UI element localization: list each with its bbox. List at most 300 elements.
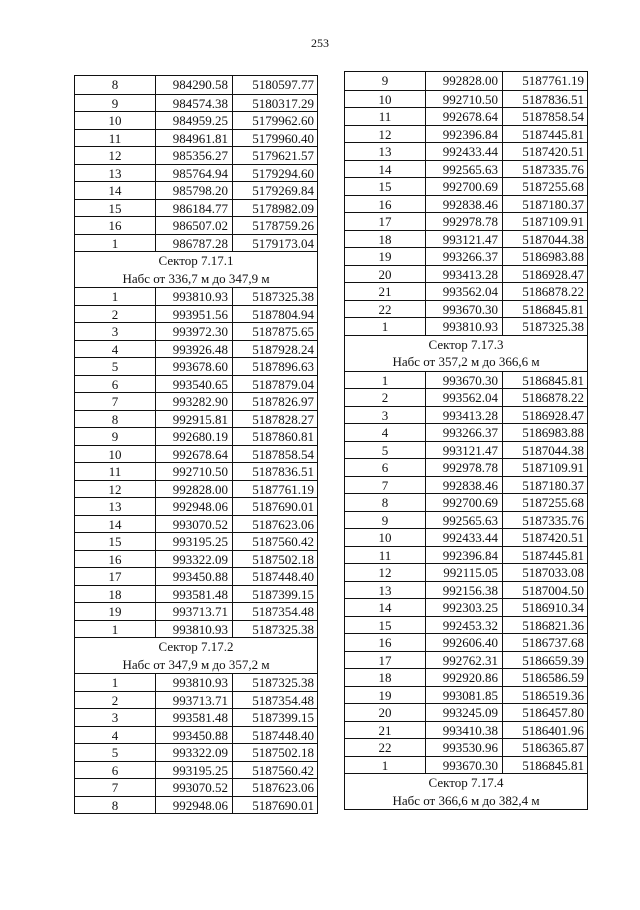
point-number-cell: 16 <box>345 634 426 651</box>
point-number-cell: 14 <box>75 182 156 199</box>
y-coordinate-cell: 5178759.26 <box>252 218 314 233</box>
x-coordinate-cell: 992678.64 <box>156 446 233 463</box>
table-row <box>75 375 317 393</box>
x-coordinate-cell: 993670.30 <box>426 301 503 318</box>
table-row <box>345 195 587 213</box>
y-coordinate-cell: 5186845.81 <box>522 301 584 317</box>
x-coordinate-cell: 993951.56 <box>156 306 233 323</box>
x-coordinate-cell: 993450.88 <box>156 727 233 744</box>
x-coordinate-cell: 992700.69 <box>426 178 503 195</box>
table-row <box>345 212 587 230</box>
x-coordinate-cell: 985764.94 <box>156 165 233 182</box>
x-coordinate-cell: 985356.27 <box>156 147 233 164</box>
y-coordinate-cell: 5187879.04 <box>252 376 314 392</box>
y-coordinate-cell: 5186845.81 <box>522 757 584 773</box>
y-coordinate-cell: 5186401.96 <box>522 722 584 738</box>
point-number-cell: 7 <box>75 779 156 796</box>
y-coordinate-cell: 5187928.24 <box>252 341 314 357</box>
sector-height-range: Набс от 336,7 м до 347,9 м <box>122 270 270 286</box>
y-coordinate-cell: 5187399.15 <box>252 710 314 725</box>
point-number-cell: 2 <box>345 389 426 406</box>
x-coordinate-cell: 984961.81 <box>156 130 233 147</box>
point-number-cell: 3 <box>75 323 156 340</box>
y-coordinate-cell: 5186586.59 <box>522 670 584 685</box>
table-row <box>345 721 587 739</box>
x-coordinate-cell: 984959.25 <box>156 112 233 129</box>
x-coordinate-cell: 993266.37 <box>426 248 503 265</box>
x-coordinate-cell: 992565.63 <box>426 512 503 529</box>
y-coordinate-cell: 5187325.38 <box>252 289 314 304</box>
table-row <box>75 743 317 761</box>
x-coordinate-cell: 992156.38 <box>426 582 503 599</box>
table-row <box>75 410 317 428</box>
point-number-cell: 11 <box>345 108 426 125</box>
table-row <box>75 532 317 550</box>
x-coordinate-cell: 992838.46 <box>426 196 503 213</box>
point-number-cell: 8 <box>75 411 156 428</box>
table-row <box>75 129 317 147</box>
table-row <box>75 392 317 410</box>
point-number-cell: 7 <box>75 393 156 410</box>
y-coordinate-cell: 5187858.54 <box>522 109 584 124</box>
point-number-cell: 10 <box>75 112 156 129</box>
y-coordinate-cell: 5180317.29 <box>252 95 314 111</box>
y-coordinate-cell: 5186365.87 <box>522 740 584 755</box>
table-row <box>75 691 317 709</box>
point-number-cell: 6 <box>75 762 156 779</box>
y-coordinate-cell: 5187875.65 <box>252 324 314 339</box>
point-number-cell: 19 <box>75 603 156 620</box>
table-row <box>75 602 317 620</box>
y-coordinate-cell: 5187445.81 <box>522 126 584 142</box>
point-number-cell: 19 <box>345 687 426 704</box>
point-number-cell: 3 <box>345 407 426 424</box>
point-number-cell: 10 <box>345 529 426 546</box>
point-number-cell: 21 <box>345 722 426 739</box>
point-number-cell: 15 <box>345 617 426 634</box>
y-coordinate-cell: 5186878.22 <box>522 390 584 405</box>
table-row <box>75 585 317 603</box>
y-coordinate-cell: 5186519.36 <box>522 687 584 703</box>
x-coordinate-cell: 993195.25 <box>156 533 233 550</box>
table-row <box>75 340 317 358</box>
point-number-cell: 12 <box>345 564 426 581</box>
x-coordinate-cell: 992828.00 <box>156 481 233 498</box>
x-coordinate-cell: 992115.05 <box>426 564 503 581</box>
y-coordinate-cell: 5187836.51 <box>522 91 584 107</box>
y-coordinate-cell: 5186457.80 <box>522 705 584 720</box>
table-row <box>75 778 317 796</box>
table-row <box>75 445 317 463</box>
x-coordinate-cell: 993581.48 <box>156 709 233 726</box>
table-row <box>345 546 587 564</box>
x-coordinate-cell: 992433.44 <box>426 143 503 160</box>
point-number-cell: 10 <box>75 446 156 463</box>
x-coordinate-cell: 992838.46 <box>426 477 503 494</box>
y-coordinate-cell: 5187502.18 <box>252 551 314 567</box>
point-number-cell: 18 <box>345 669 426 686</box>
table-row <box>75 322 317 340</box>
y-coordinate-cell: 5187180.37 <box>522 196 584 212</box>
point-number-cell: 6 <box>75 376 156 393</box>
x-coordinate-cell: 993282.90 <box>156 393 233 410</box>
x-coordinate-cell: 985798.20 <box>156 182 233 199</box>
y-coordinate-cell: 5186821.36 <box>522 617 584 633</box>
point-number-cell: 17 <box>345 652 426 669</box>
point-number-cell: 12 <box>345 126 426 143</box>
y-coordinate-cell: 5187420.51 <box>522 144 584 159</box>
y-coordinate-cell: 5187826.97 <box>252 394 314 409</box>
x-coordinate-cell: 993678.60 <box>156 358 233 375</box>
x-coordinate-cell: 993121.47 <box>426 231 503 248</box>
point-number-cell: 21 <box>345 283 426 300</box>
x-coordinate-cell: 984290.58 <box>156 76 233 94</box>
point-number-cell: 18 <box>345 231 426 248</box>
y-coordinate-cell: 5187399.15 <box>252 586 314 602</box>
point-number-cell: 3 <box>75 709 156 726</box>
x-coordinate-cell: 993810.93 <box>156 674 233 691</box>
point-number-cell: 13 <box>75 165 156 182</box>
table-row <box>345 651 587 669</box>
table-row <box>345 563 587 581</box>
point-number-cell: 2 <box>75 306 156 323</box>
y-coordinate-cell: 5179960.40 <box>252 130 314 146</box>
y-coordinate-cell: 5187109.91 <box>522 214 584 229</box>
table-row <box>75 761 317 779</box>
point-number-cell: 8 <box>75 797 156 814</box>
table-row <box>75 796 317 814</box>
table-row <box>75 550 317 568</box>
y-coordinate-cell: 5187445.81 <box>522 547 584 563</box>
y-coordinate-cell: 5180597.77 <box>252 77 314 92</box>
table-row <box>345 300 587 318</box>
y-coordinate-cell: 5187033.08 <box>522 565 584 580</box>
x-coordinate-cell: 993810.93 <box>156 288 233 305</box>
sector-height-range: Набс от 347,9 м до 357,2 м <box>122 656 270 672</box>
x-coordinate-cell: 986184.77 <box>156 200 233 217</box>
x-coordinate-cell: 992303.25 <box>426 599 503 616</box>
point-number-cell: 11 <box>75 130 156 147</box>
point-number-cell: 5 <box>75 744 156 761</box>
table-row <box>345 317 587 335</box>
table-row <box>345 142 587 160</box>
table-row <box>345 756 587 774</box>
table-row <box>345 633 587 651</box>
point-number-cell: 9 <box>345 512 426 529</box>
y-coordinate-cell: 5187044.38 <box>522 231 584 247</box>
table-row <box>345 616 587 634</box>
point-number-cell: 12 <box>75 147 156 164</box>
table-row <box>75 567 317 585</box>
sector-title: Сектор 7.17.2 <box>158 639 234 654</box>
point-number-cell: 6 <box>345 459 426 476</box>
point-number-cell: 17 <box>75 568 156 585</box>
x-coordinate-cell: 993581.48 <box>156 586 233 603</box>
point-number-cell: 17 <box>345 213 426 230</box>
x-coordinate-cell: 993121.47 <box>426 442 503 459</box>
y-coordinate-cell: 5179962.60 <box>252 113 314 128</box>
y-coordinate-cell: 5187690.01 <box>252 797 314 813</box>
y-coordinate-cell: 5187828.27 <box>252 411 314 427</box>
y-coordinate-cell: 5187448.40 <box>252 727 314 743</box>
y-coordinate-cell: 5187420.51 <box>522 530 584 545</box>
y-coordinate-cell: 5187255.68 <box>522 179 584 194</box>
point-number-cell: 15 <box>75 200 156 217</box>
x-coordinate-cell: 984574.38 <box>156 95 233 112</box>
y-coordinate-cell: 5187325.38 <box>252 675 314 690</box>
x-coordinate-cell: 992453.32 <box>426 617 503 634</box>
point-number-cell: 14 <box>75 516 156 533</box>
x-coordinate-cell: 993713.71 <box>156 603 233 620</box>
table-row <box>75 287 317 305</box>
y-coordinate-cell: 5186845.81 <box>522 372 584 388</box>
x-coordinate-cell: 992920.86 <box>426 669 503 686</box>
x-coordinate-cell: 992700.69 <box>426 494 503 511</box>
table-row <box>75 216 317 234</box>
sector-height-range: Набс от 366,6 м до 382,4 м <box>392 792 540 808</box>
x-coordinate-cell: 993070.52 <box>156 516 233 533</box>
y-coordinate-cell: 5186928.47 <box>522 407 584 423</box>
y-coordinate-cell: 5187836.51 <box>252 464 314 479</box>
y-coordinate-cell: 5187044.38 <box>522 442 584 458</box>
y-coordinate-cell: 5178982.09 <box>252 200 314 216</box>
table-row <box>345 528 587 546</box>
table-row <box>345 441 587 459</box>
sector-caption <box>75 251 317 287</box>
x-coordinate-cell: 992710.50 <box>426 91 503 108</box>
y-coordinate-cell: 5187354.48 <box>252 604 314 619</box>
sector-caption <box>75 637 317 673</box>
x-coordinate-cell: 993266.37 <box>426 424 503 441</box>
table-row <box>345 668 587 686</box>
sector-caption <box>345 773 587 809</box>
x-coordinate-cell: 993450.88 <box>156 568 233 585</box>
table-row <box>345 107 587 125</box>
x-coordinate-cell: 993810.93 <box>156 621 233 638</box>
x-coordinate-cell: 993972.30 <box>156 323 233 340</box>
y-coordinate-cell: 5187896.63 <box>252 359 314 374</box>
point-number-cell: 15 <box>345 178 426 195</box>
x-coordinate-cell: 993322.09 <box>156 744 233 761</box>
x-coordinate-cell: 993245.09 <box>426 704 503 721</box>
sector-title: Сектор 7.17.3 <box>428 336 504 352</box>
y-coordinate-cell: 5187560.42 <box>252 534 314 549</box>
y-coordinate-cell: 5187690.01 <box>252 499 314 514</box>
y-coordinate-cell: 5187335.76 <box>522 512 584 528</box>
x-coordinate-cell: 993530.96 <box>426 739 503 756</box>
point-number-cell: 18 <box>75 586 156 603</box>
point-number-cell: 10 <box>345 91 426 108</box>
y-coordinate-cell: 5186983.88 <box>522 249 584 264</box>
point-number-cell: 5 <box>345 442 426 459</box>
y-coordinate-cell: 5186737.68 <box>522 635 584 650</box>
table-row <box>345 598 587 616</box>
point-number-cell: 4 <box>345 424 426 441</box>
table-row <box>345 90 587 108</box>
x-coordinate-cell: 993413.28 <box>426 407 503 424</box>
point-number-cell: 8 <box>75 76 156 94</box>
table-row <box>345 458 587 476</box>
point-number-cell: 8 <box>345 494 426 511</box>
table-row <box>75 357 317 375</box>
page-number: 253 <box>311 36 329 50</box>
point-number-cell: 1 <box>75 235 156 252</box>
point-number-cell: 13 <box>345 582 426 599</box>
x-coordinate-cell: 993195.25 <box>156 762 233 779</box>
point-number-cell: 4 <box>75 341 156 358</box>
point-number-cell: 1 <box>75 674 156 691</box>
point-number-cell: 20 <box>345 266 426 283</box>
y-coordinate-cell: 5187255.68 <box>522 495 584 510</box>
x-coordinate-cell: 992978.78 <box>426 459 503 476</box>
table-row <box>75 199 317 217</box>
x-coordinate-cell: 993540.65 <box>156 376 233 393</box>
x-coordinate-cell: 993410.38 <box>426 722 503 739</box>
y-coordinate-cell: 5186878.22 <box>522 284 584 299</box>
table-row <box>345 511 587 529</box>
x-coordinate-cell: 993926.48 <box>156 341 233 358</box>
y-coordinate-cell: 5186983.88 <box>522 425 584 440</box>
table-row <box>75 515 317 533</box>
y-coordinate-cell: 5179269.84 <box>252 183 314 198</box>
table-row <box>345 125 587 143</box>
table-row <box>75 164 317 182</box>
table-row <box>345 686 587 704</box>
y-coordinate-cell: 5187623.06 <box>252 516 314 532</box>
y-coordinate-cell: 5187325.38 <box>522 319 584 334</box>
x-coordinate-cell: 992565.63 <box>426 161 503 178</box>
point-number-cell: 11 <box>345 547 426 564</box>
y-coordinate-cell: 5187560.42 <box>252 762 314 778</box>
y-coordinate-cell: 5187502.18 <box>252 745 314 760</box>
table-row <box>345 738 587 756</box>
point-number-cell: 9 <box>75 95 156 112</box>
x-coordinate-cell: 993070.52 <box>156 779 233 796</box>
y-coordinate-cell: 5179621.57 <box>252 148 314 163</box>
point-number-cell: 20 <box>345 704 426 721</box>
coordinates-table-right <box>344 71 588 810</box>
x-coordinate-cell: 992396.84 <box>426 126 503 143</box>
y-coordinate-cell: 5187761.19 <box>252 481 314 497</box>
x-coordinate-cell: 992710.50 <box>156 463 233 480</box>
table-row <box>75 181 317 199</box>
x-coordinate-cell: 992433.44 <box>426 529 503 546</box>
point-number-cell: 16 <box>75 551 156 568</box>
y-coordinate-cell: 5187335.76 <box>522 161 584 177</box>
table-row <box>75 497 317 515</box>
point-number-cell: 9 <box>345 72 426 90</box>
point-number-cell: 4 <box>75 727 156 744</box>
y-coordinate-cell: 5187860.81 <box>252 429 314 444</box>
y-coordinate-cell: 5186928.47 <box>522 266 584 282</box>
table-row <box>345 265 587 283</box>
x-coordinate-cell: 986507.02 <box>156 217 233 234</box>
table-row <box>75 234 317 252</box>
point-number-cell: 12 <box>75 481 156 498</box>
y-coordinate-cell: 5179173.04 <box>252 235 314 251</box>
x-coordinate-cell: 993081.85 <box>426 687 503 704</box>
point-number-cell: 7 <box>345 477 426 494</box>
table-row <box>75 427 317 445</box>
point-number-cell: 22 <box>345 739 426 756</box>
x-coordinate-cell: 986787.28 <box>156 235 233 252</box>
table-row <box>75 111 317 129</box>
table-row <box>345 493 587 511</box>
point-number-cell: 11 <box>75 463 156 480</box>
y-coordinate-cell: 5187180.37 <box>522 477 584 493</box>
table-row <box>345 388 587 406</box>
point-number-cell: 5 <box>75 358 156 375</box>
y-coordinate-cell: 5187761.19 <box>522 73 584 88</box>
x-coordinate-cell: 992948.06 <box>156 498 233 515</box>
point-number-cell: 1 <box>345 757 426 774</box>
x-coordinate-cell: 992678.64 <box>426 108 503 125</box>
x-coordinate-cell: 992680.19 <box>156 428 233 445</box>
sector-caption <box>345 335 587 371</box>
table-row <box>75 708 317 726</box>
point-number-cell: 22 <box>345 301 426 318</box>
table-row <box>75 673 317 691</box>
x-coordinate-cell: 992762.31 <box>426 652 503 669</box>
x-coordinate-cell: 993562.04 <box>426 283 503 300</box>
table-row <box>345 406 587 424</box>
y-coordinate-cell: 5187109.91 <box>522 460 584 475</box>
x-coordinate-cell: 993713.71 <box>156 692 233 709</box>
point-number-cell: 2 <box>75 692 156 709</box>
x-coordinate-cell: 992978.78 <box>426 213 503 230</box>
table-row <box>345 160 587 178</box>
y-coordinate-cell: 5187004.50 <box>522 582 584 598</box>
table-row <box>75 480 317 498</box>
x-coordinate-cell: 993562.04 <box>426 389 503 406</box>
sector-title: Сектор 7.17.1 <box>158 253 234 268</box>
point-number-cell: 14 <box>345 599 426 616</box>
table-row <box>75 76 317 94</box>
table-row <box>75 620 317 638</box>
table-row <box>345 423 587 441</box>
table-row <box>75 146 317 164</box>
x-coordinate-cell: 992828.00 <box>426 72 503 90</box>
x-coordinate-cell: 992396.84 <box>426 547 503 564</box>
table-row <box>345 177 587 195</box>
x-coordinate-cell: 992948.06 <box>156 797 233 814</box>
table-row <box>75 726 317 744</box>
table-row <box>345 247 587 265</box>
point-number-cell: 1 <box>75 621 156 638</box>
y-coordinate-cell: 5187325.38 <box>252 621 314 637</box>
y-coordinate-cell: 5187804.94 <box>252 306 314 322</box>
point-number-cell: 1 <box>75 288 156 305</box>
x-coordinate-cell: 993670.30 <box>426 372 503 389</box>
point-number-cell: 13 <box>75 498 156 515</box>
x-coordinate-cell: 993322.09 <box>156 551 233 568</box>
table-row <box>75 94 317 112</box>
point-number-cell: 13 <box>345 143 426 160</box>
table-row <box>75 305 317 323</box>
y-coordinate-cell: 5179294.60 <box>252 165 314 181</box>
table-row <box>345 371 587 389</box>
point-number-cell: 1 <box>345 318 426 335</box>
y-coordinate-cell: 5186910.34 <box>522 600 584 615</box>
point-number-cell: 1 <box>345 372 426 389</box>
coordinates-table-left <box>74 75 318 814</box>
y-coordinate-cell: 5187448.40 <box>252 569 314 584</box>
table-row <box>345 72 587 90</box>
table-row <box>345 476 587 494</box>
x-coordinate-cell: 993670.30 <box>426 757 503 774</box>
y-coordinate-cell: 5187623.06 <box>252 780 314 795</box>
point-number-cell: 19 <box>345 248 426 265</box>
